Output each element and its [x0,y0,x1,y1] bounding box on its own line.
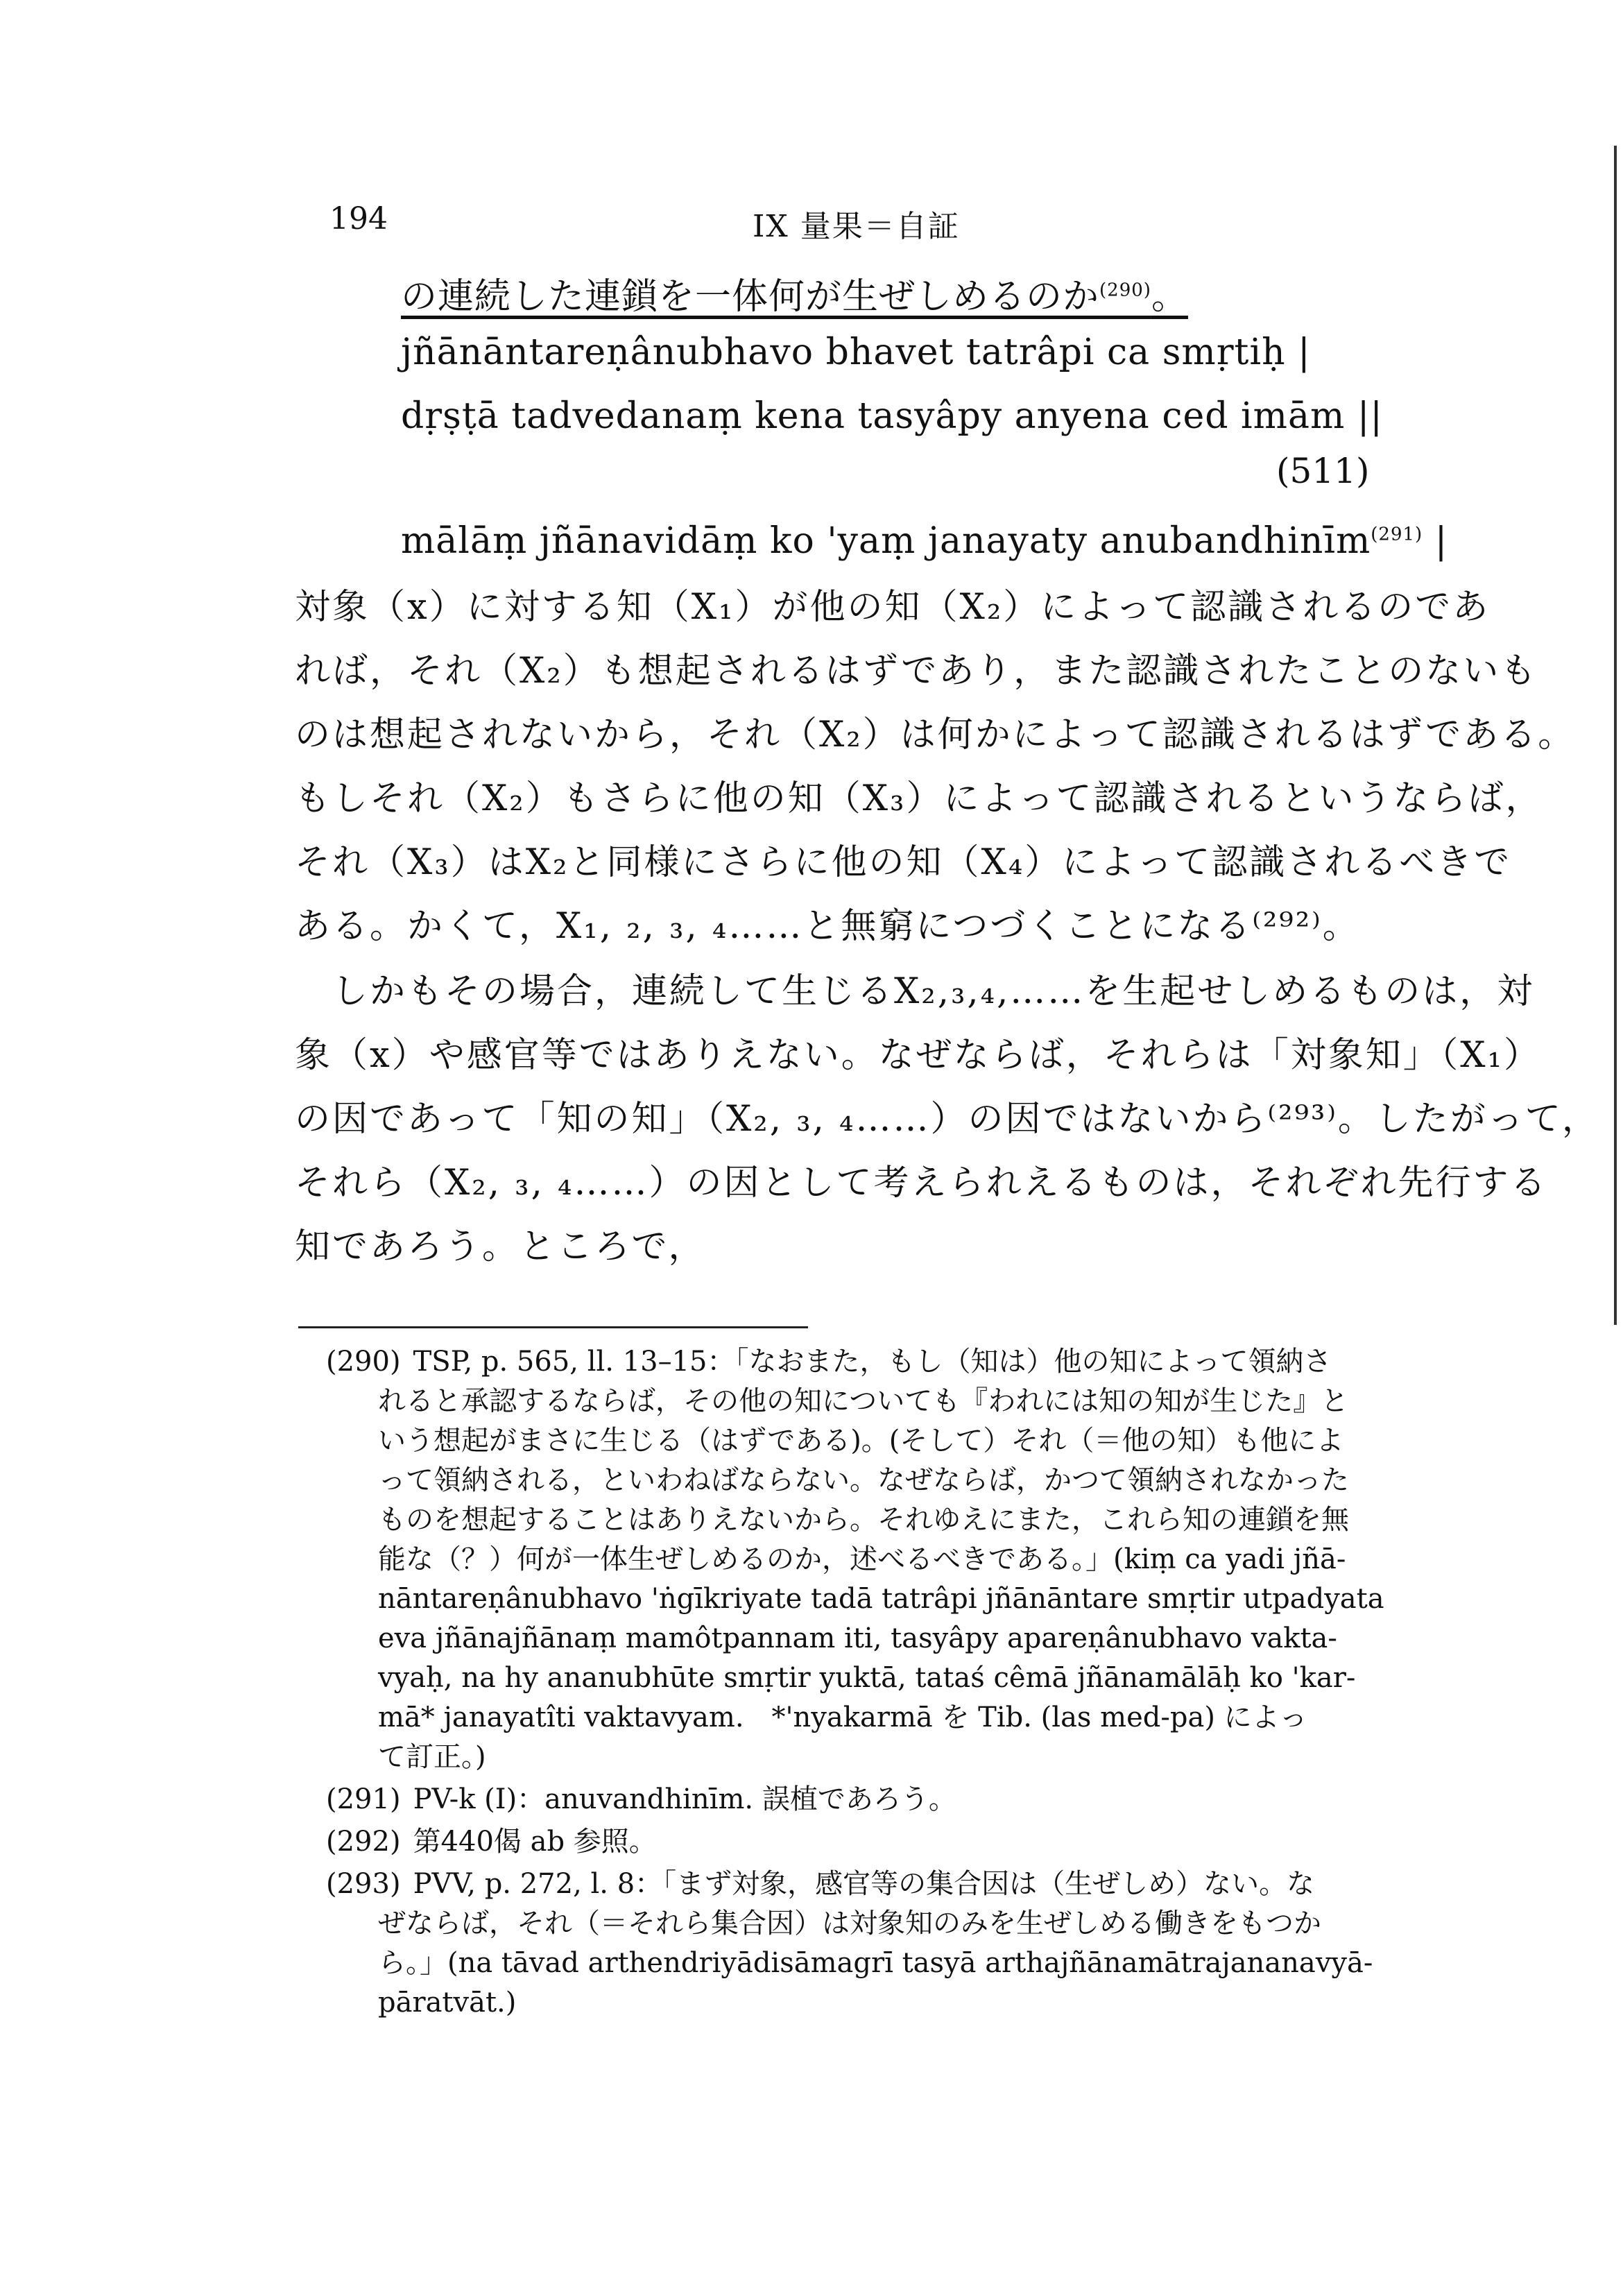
verse-number: (511) [1276,451,1370,491]
footnote-line: pāratvāt.) [378,1987,517,2019]
running-head: IX 量果＝自証 [753,209,960,244]
footnote-291: (291) PV-k (I)：anuvandhinīm. 誤植であろう。 [326,1783,956,1815]
footnote-mark: (293) [326,1868,401,1900]
paragraph-2 [295,960,1599,1279]
footnote-292: (292) 第440偈 ab 参照。 [326,1826,657,1858]
paragraph-line: れば，それ（X₂）も想起されるはずであり，また認識されたことのないも [295,651,1538,692]
footnote-293: (293) PVV, p. 272, l. 8：「まず対象，感官等の集合因は（生ぜしめ）ない。な ぜならば，それ（＝それら集合因）は対象知のみを生ぜしめる働きをもつか ら。」(na tāvad arthendriyādisāmagrī tasyā arthajñānamātrajananavyā- pāratvāt.) [326,1865,1429,2023]
paragraph-line: 知であろう。ところで， [295,1226,706,1267]
footnotes [326,1342,1429,2025]
footnote-ref-291[interactable]: (291) [1371,524,1423,545]
paragraph-1 [295,576,1576,959]
footnote-mark: (290) [326,1346,401,1378]
footnote-line: ぜならば，それ（＝それら集合因）は対象知のみを生ぜしめる働きをもつか [378,1908,1321,1939]
footnote-mark: (292) [326,1826,401,1858]
footnote-line: いう想起がまさに生じる（はずである)。(そして）それ（＝他の知）も他によ [378,1425,1344,1457]
paragraph-line: のは想起されないから，それ（X₂）は何かによって認識されるはずである。 [295,714,1576,755]
footnote-line: vyaḥ, na hy ananubhūte smṛtir yuktā, tataś cêmā jñānamālāḥ ko 'kar- [378,1662,1356,1694]
page-number: 194 [329,201,388,237]
paragraph-line: しかもその場合，連続して生じるX₂,₃,₄,……を生起せしめるものは，対 [295,971,1535,1012]
paragraph-line: もしそれ（X₂）もさらに他の知（X₃）によって認識されるというならば， [295,778,1543,819]
footnote-divider [298,1326,808,1328]
footnote-line: って領納される，といわねばならない。なぜならば，かつて領納されなかった [378,1464,1349,1496]
footnote-290: (290) TSP, p. 565, ll. 13–15：「なおまた，もし（知は）他の知によって領納さ れると承認するならば，その他の知についても『われには知の知が生じた』と いう想起がまさに生じる（はずである)。(そして）それ（＝他の知）も他によ って領納される，といわねばならない。なぜならば，かつて領納されなかった ものを想起することはありえないから。それゆえにまた，これら知の連鎖を無 能な（？）何が一体生ぜしめるのか，述べるべきである。」(kiṃ ca yadi jñā- nāntareṇânubhavo 'ṅgīkriyate tadā tatrâpi jñānāntare smṛtir utpadyata eva jñānajñānaṃ mamôtpannam iti, tasyâpy apareṇânubhavo vakta- vyaḥ, na hy ananubhūte smṛtir yuktā, tataś cêmā jñānamālāḥ ko 'kar- mā* janayatîti vaktavyam. *'nyakarmā を Tib. (las med-pa) によっ て訂正。) [326,1342,1429,1777]
footnote-line: eva jñānajñānaṃ mamôtpannam iti, tasyâpy apareṇânubhavo vakta- [378,1622,1337,1654]
footnote-line: て訂正。) [378,1741,486,1773]
verse-line-4: mālāṃ jñānavidāṃ ko 'yaṃ janayaty anubandhinīm$^{(291)}$ | [401,520,1448,562]
footnote-line: れると承認するならば，その他の知についても『われには知の知が生じた』と [378,1385,1349,1417]
verse-line-1: の連続した連鎖を一体何が生ぜしめるのか$^{(290)}$。 [401,276,1188,318]
paragraph-line: の因であって「知の知」（X₂, ₃, ₄……）の因ではないから⁽²⁹³⁾。したがって， [295,1099,1599,1140]
page-edge-rule [1614,146,1617,1325]
footnote-line: mā* janayatîti vaktavyam. *'nyakarmā を Tib. (las med-pa) によっ [378,1702,1307,1733]
page-header [329,201,1425,250]
paragraph-line: それ（X₃）はX₂と同様にさらに他の知（X₄）によって認識されるべきで [295,842,1512,883]
footnote-ref-290[interactable]: (290) [1099,280,1151,301]
footnote-mark: (291) [326,1783,401,1815]
paragraph-line: 象（x）や感官等ではありえない。なぜならば，それらは「対象知」（X₁） [295,1035,1542,1076]
footnote-line: ものを想起することはありえないから。それゆえにまた，これら知の連鎖を無 [378,1504,1349,1536]
footnote-line: nāntareṇânubhavo 'ṅgīkriyate tadā tatrâpi jñānāntare smṛtir utpadyata [378,1583,1384,1615]
verse-line-3: dṛṣṭā tadvedanaṃ kena tasyâpy anyena ced imām || [401,395,1383,437]
paragraph-line: ある。かくて，X₁, ₂, ₃, ₄……と無窮につづくことになる⁽²⁹²⁾。 [295,906,1360,947]
footnote-line: 能な（？）何が一体生ぜしめるのか，述べるべきである。」(kiṃ ca yadi jñā- [378,1543,1346,1575]
verse-line-2: jñānāntareṇânubhavo bhavet tatrâpi ca smṛtiḥ | [401,332,1311,373]
footnote-line: ら。」(na tāvad arthendriyādisāmagrī tasyā arthajñānamātrajananavyā- [378,1947,1373,1979]
paragraph-line: それら（X₂, ₃, ₄……）の因として考えられえるものは，それぞれ先行する [295,1163,1548,1203]
paragraph-line: 対象（x）に対する知（X₁）が他の知（X₂）によって認識されるのであ [295,587,1491,628]
